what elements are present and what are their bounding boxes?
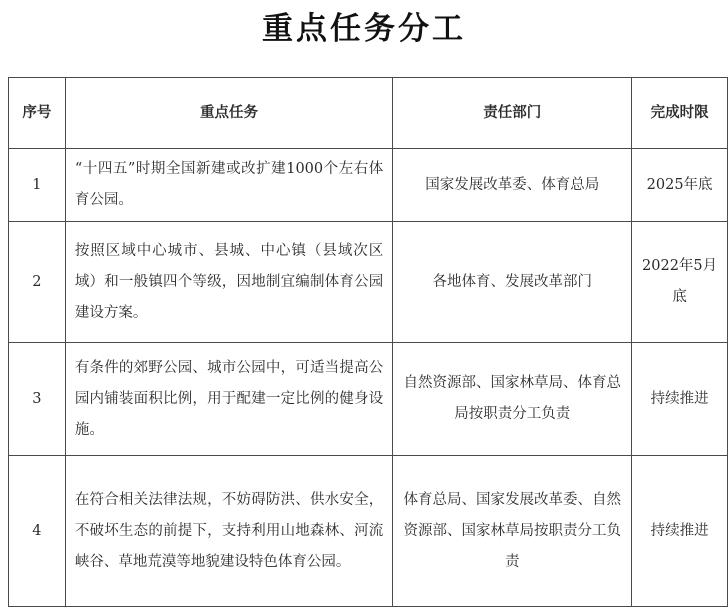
row-seq: 3 [9,343,66,456]
row-time: 2025年底 [632,149,728,222]
table-row [9,149,728,222]
task-table [8,77,728,607]
row-dept: 体育总局、国家发展改革委、自然资源部、国家林草局按职责分工负责 [393,456,632,607]
row-task: 在符合相关法律法规，不妨碍防洪、供水安全，不破坏生态的前提下，支持利用山地森林、河流峡谷、草地荒漠等地貌建设特色体育公园。 [65,456,392,607]
table-row [9,456,728,607]
row-task: 有条件的郊野公园、城市公园中，可适当提高公园内铺装面积比例，用于配建一定比例的健身设施。 [65,343,392,456]
row-task: “十四五”时期全国新建或改扩建1000个左右体育公园。 [65,149,392,222]
row-time: 2022年5月底 [632,222,728,343]
row-dept: 自然资源部、国家林草局、体育总局按职责分工负责 [393,343,632,456]
table-row [9,343,728,456]
row-seq: 1 [9,149,66,222]
row-dept: 各地体育、发展改革部门 [393,222,632,343]
row-time: 持续推进 [632,456,728,607]
page-title: 重点任务分工 [262,11,466,47]
row-time: 持续推进 [632,343,728,456]
header-time: 完成时限 [632,78,728,149]
row-dept: 国家发展改革委、体育总局 [393,149,632,222]
header-seq: 序号 [9,78,66,149]
header-task: 重点任务 [65,78,392,149]
row-task: 按照区域中心城市、县城、中心镇（县域次区域）和一般镇四个等级，因地制宜编制体育公园建设方案。 [65,222,392,343]
row-seq: 4 [9,456,66,607]
header-dept: 责任部门 [393,78,632,149]
row-seq: 2 [9,222,66,343]
table-row [9,222,728,343]
header-row [9,78,728,149]
